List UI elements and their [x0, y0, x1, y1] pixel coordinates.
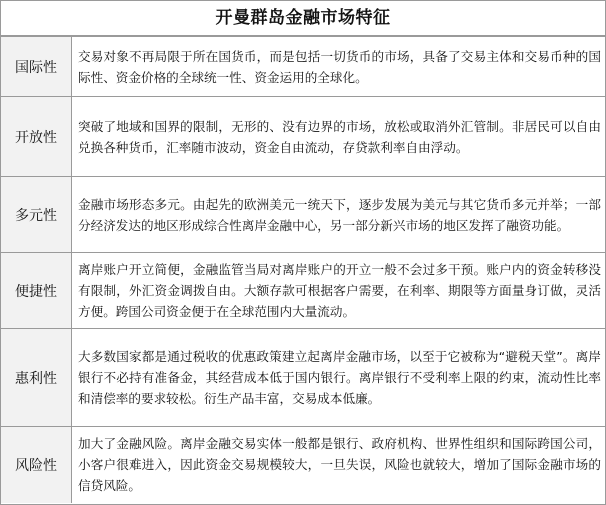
table-title: 开曼群岛金融市场特征 [1, 1, 605, 36]
row-description: 金融市场形态多元。由起先的欧洲美元一统天下，逐步发展为美元与其它货币多元并举；一部分经济发达的地区形成综合性离岸金融中心，另一部分新兴市场的地区发挥了融资功能。 [72, 177, 606, 253]
row-description: 大多数国家都是通过税收的优惠政策建立起离岸金融市场，以至于它被称为“避税天堂”。离岸银行不必持有准备金，其经营成本低于国内银行。离岸银行不受利率上限的约束，流动性比率和清偿率的要求较松。衍生产品丰富，交易成本低廉。 [72, 329, 606, 427]
row-label: 开放性 [1, 97, 72, 177]
table-row [1, 97, 605, 177]
row-description: 突破了地域和国界的限制，无形的、没有边界的市场，放松或取消外汇管制。非居民可以自由兑换各种货币，汇率随市波动，资金自由流动，存贷款利率自由浮动。 [72, 97, 606, 177]
row-description: 离岸账户开立简便，金融监管当局对离岸账户的开立一般不会过多干预。账户内的资金转移没有限制，外汇资金调拨自由。大额存款可根据客户需要，在利率、期限等方面量身订做，灵活方便。跨国公司资金便于在全球范围内大量流动。 [72, 253, 606, 329]
table-row [1, 329, 605, 427]
row-description: 交易对象不再局限于所在国货币，而是包括一切货币的市场，具备了交易主体和交易币种的国际性、资金价格的全球统一性、资金运用的全球化。 [72, 37, 606, 97]
row-label: 多元性 [1, 177, 72, 253]
feature-table [1, 36, 605, 503]
row-description: 加大了金融风险。离岸金融交易实体一般都是银行、政府机构、世界性组织和国际跨国公司，小客户很难进入，因此资金交易规模较大，一旦失误，风险也就较大，增加了国际金融市场的信贷风险。 [72, 427, 606, 503]
row-label: 风险性 [1, 427, 72, 503]
table-row [1, 427, 605, 503]
table-row [1, 177, 605, 253]
row-label: 惠利性 [1, 329, 72, 427]
table-row [1, 253, 605, 329]
row-label: 国际性 [1, 37, 72, 97]
table-row [1, 37, 605, 97]
row-label: 便捷性 [1, 253, 72, 329]
